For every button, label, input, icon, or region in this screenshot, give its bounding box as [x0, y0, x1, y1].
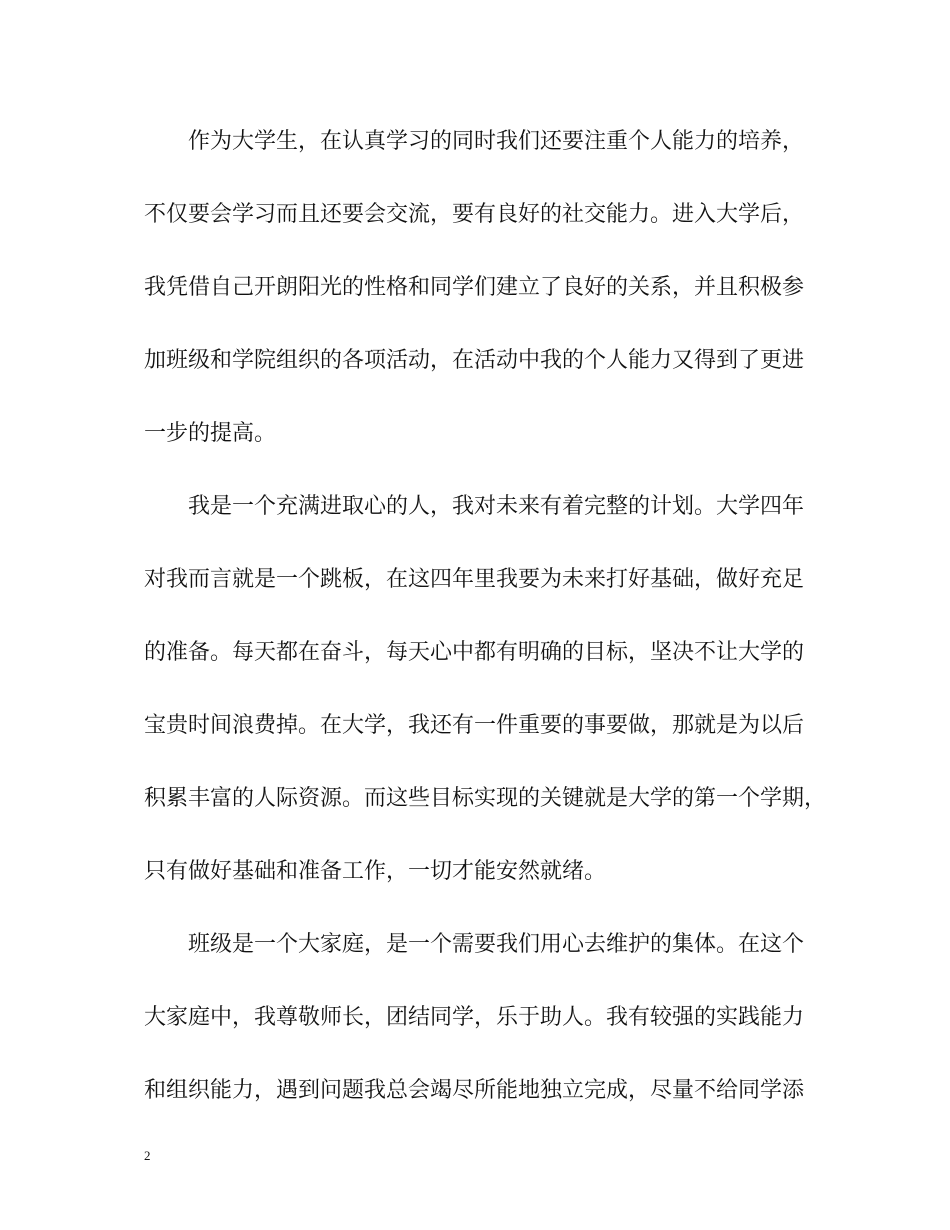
paragraph-3-line-3: 和组织能力，遇到问题我总会竭尽所能地独立完成，尽量不给同学添: [144, 1078, 805, 1103]
paragraph-2-line-2: 对我而言就是一个跳板，在这四年里我要为未来打好基础，做好充足: [144, 567, 805, 592]
paragraph-1-line-5: 一步的提高。: [144, 421, 277, 446]
paragraph-2-line-1: 我是一个充满进取心的人，我对未来有着完整的计划。大学四年: [188, 494, 805, 519]
paragraph-1-line-2: 不仅要会学习而且还要会交流，要有良好的社交能力。进入大学后，: [144, 202, 805, 227]
paragraph-2-line-6: 只有做好基础和准备工作，一切才能安然就绪。: [144, 859, 607, 884]
paragraph-2-line-4: 宝贵时间浪费掉。在大学，我还有一件重要的事要做，那就是为以后: [144, 713, 805, 738]
paragraph-2-line-3: 的准备。每天都在奋斗，每天心中都有明确的目标，坚决不让大学的: [144, 640, 805, 665]
paragraph-1-line-4: 加班级和学院组织的各项活动，在活动中我的个人能力又得到了更进: [144, 348, 805, 373]
paragraph-1-line-3: 我凭借自己开朗阳光的性格和同学们建立了良好的关系，并且积极参: [144, 275, 805, 300]
page-number: 2: [144, 1148, 151, 1163]
paragraph-1-line-1: 作为大学生，在认真学习的同时我们还要注重个人能力的培养，: [188, 129, 805, 154]
paragraph-3-line-1: 班级是一个大家庭，是一个需要我们用心去维护的集体。在这个: [188, 932, 805, 957]
paragraph-3-line-2: 大家庭中，我尊敬师长，团结同学，乐于助人。我有较强的实践能力: [144, 1005, 805, 1030]
paragraph-2-line-5: 积累丰富的人际资源。而这些目标实现的关键就是大学的第一个学期，: [144, 786, 827, 811]
